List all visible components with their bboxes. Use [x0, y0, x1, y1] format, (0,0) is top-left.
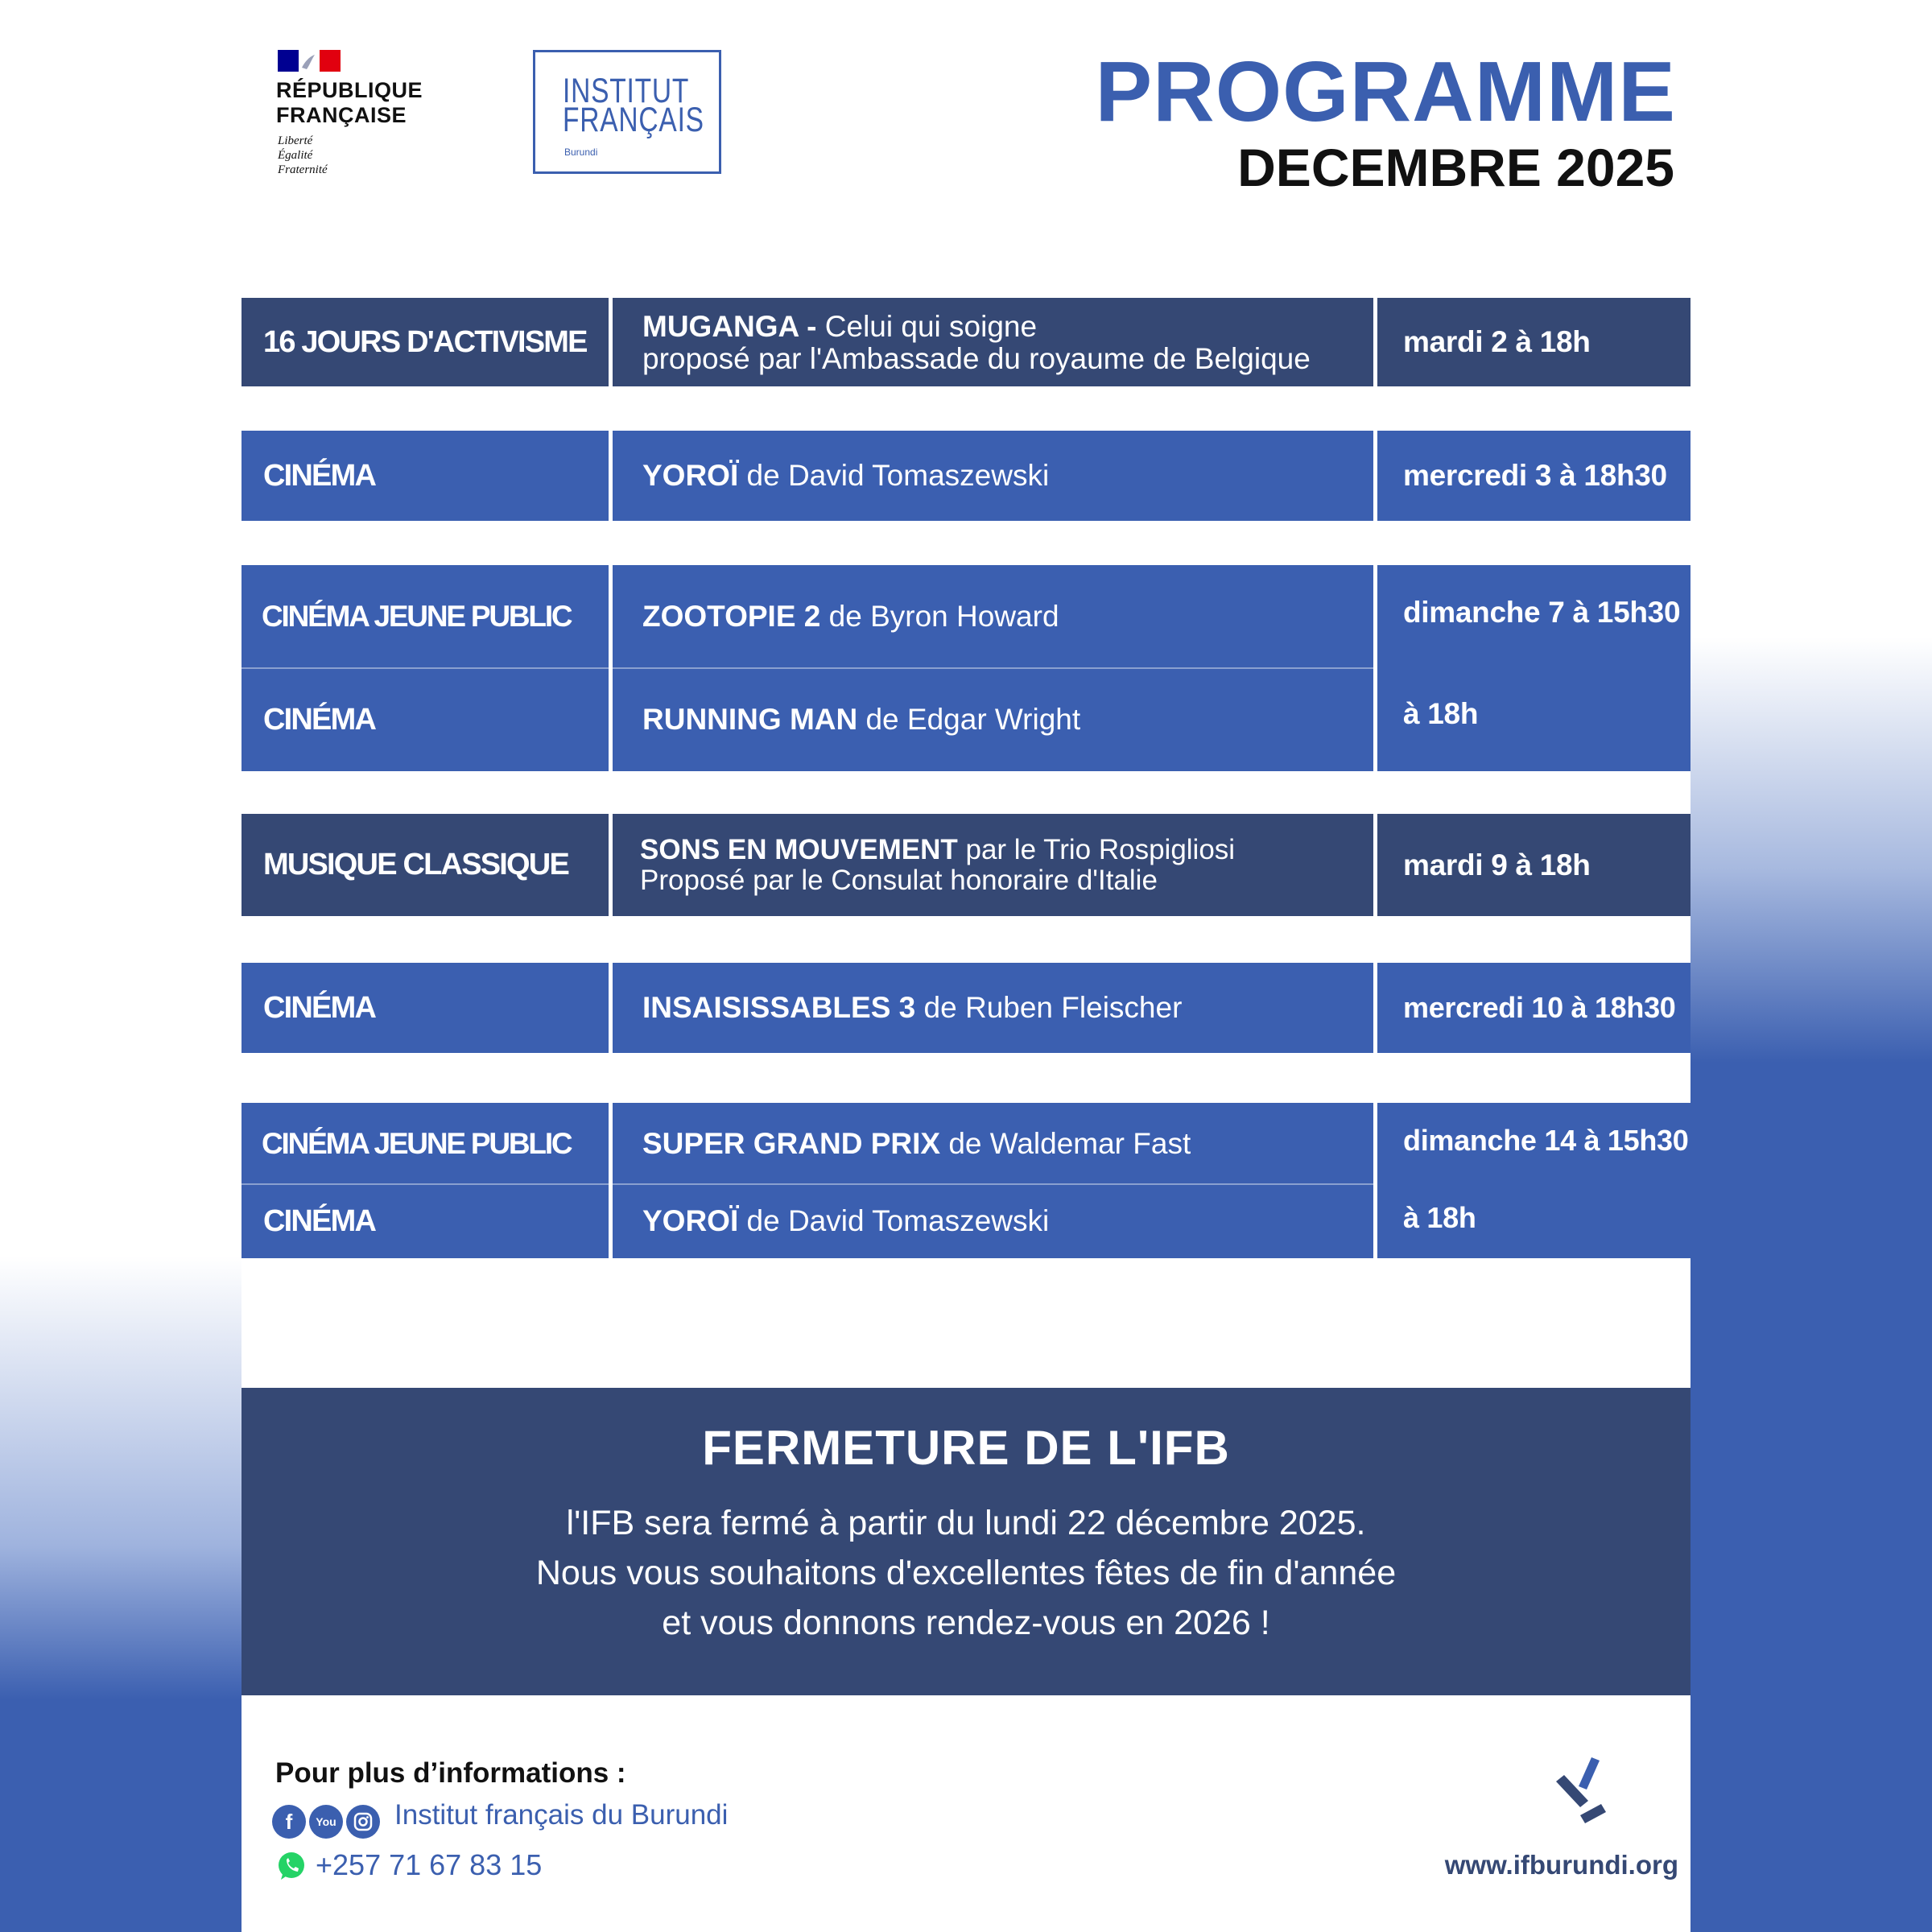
event-title: ZOOTOPIE 2: [642, 600, 821, 633]
event-title: MUGANGA -: [642, 310, 817, 343]
youtube-icon[interactable]: [309, 1805, 343, 1839]
row-divider: [613, 1183, 1373, 1185]
category-cell: MUSIQUE CLASSIQUE: [242, 814, 609, 916]
row-divider: [242, 1183, 609, 1185]
time-cell: mercredi 10 à 18h30: [1377, 963, 1690, 1053]
event-detail: par le Trio Rospigliosi: [957, 833, 1236, 865]
event-day-time: dimanche 14 à 15h30: [1403, 1124, 1689, 1157]
event-cell: [613, 431, 1373, 521]
event-cell: [613, 814, 1373, 916]
event-detail: de Edgar Wright: [857, 703, 1081, 736]
event-line: [642, 460, 1373, 492]
category-cell: CINÉMA: [242, 963, 609, 1053]
event-detail: de Ruben Fleischer: [915, 991, 1183, 1024]
event-cell: [613, 1103, 1373, 1184]
closure-banner: [242, 1388, 1690, 1695]
category-cell: CINÉMA JEUNE PUBLIC: [242, 1103, 609, 1184]
rf-motto: [278, 134, 328, 177]
category-cell: 16 JOURS D'ACTIVISME: [242, 298, 609, 386]
time-cell: mercredi 3 à 18h30: [1377, 431, 1690, 521]
event-line: [642, 1205, 1373, 1237]
marianne-flag-icon: [278, 50, 341, 72]
closure-line: Nous vous souhaitons d'excellentes fêtes de fin d'année: [535, 1554, 1397, 1592]
event-detail: de Byron Howard: [820, 600, 1059, 633]
category-cell: CINÉMA JEUNE PUBLIC: [242, 565, 609, 668]
event-cell: [613, 1184, 1373, 1258]
event-title: RUNNING MAN: [642, 703, 858, 736]
event-line: [642, 601, 1373, 633]
event-line: [640, 835, 1373, 865]
event-detail-line2: proposé par l'Ambassade du royaume de Belgique: [642, 342, 1311, 375]
category-cell: CINÉMA: [242, 431, 609, 521]
event-title: YOROÏ: [642, 1204, 739, 1237]
event-title: YOROÏ: [642, 459, 739, 492]
category-cell: CINÉMA: [242, 1184, 609, 1258]
programme-page: [242, 0, 1690, 1932]
if-logo-sub: Burundi: [564, 147, 598, 158]
event-second-time: à 18h: [1403, 1201, 1476, 1234]
event-detail: de Waldemar Fast: [940, 1126, 1191, 1160]
instagram-icon[interactable]: [346, 1805, 380, 1839]
event-line: [642, 992, 1373, 1024]
event-title: INSAISISSABLES 3: [642, 991, 916, 1024]
event-title: SUPER GRAND PRIX: [642, 1126, 941, 1160]
if-logo-title: [563, 72, 704, 139]
website-link[interactable]: www.ifburundi.org: [1444, 1850, 1678, 1880]
event-cell: [613, 298, 1373, 386]
social-link[interactable]: Institut français du Burundi: [394, 1799, 729, 1831]
rf-name-line1: RÉPUBLIQUE: [276, 78, 423, 102]
info-title: Pour plus d’informations :: [275, 1757, 626, 1789]
event-cell: [613, 963, 1373, 1053]
instagram-glyph: [353, 1811, 374, 1832]
facebook-icon[interactable]: f: [272, 1805, 306, 1839]
category-cell: CINÉMA: [242, 668, 609, 771]
event-detail: de David Tomaszewski: [738, 459, 1050, 492]
rf-name-line2: FRANÇAISE: [276, 103, 407, 127]
republique-francaise-logo: [276, 78, 423, 128]
event-line: [642, 704, 1373, 736]
event-line: [642, 1128, 1373, 1160]
event-detail-line2: Proposé par le Consulat honoraire d'Italie: [640, 864, 1158, 896]
closure-line: et vous donnons rendez-vous en 2026 !: [662, 1604, 1270, 1642]
youtube-glyph: You: [316, 1815, 336, 1828]
whatsapp-icon: [275, 1850, 308, 1882]
phone-number[interactable]: +257 71 67 83 15: [316, 1848, 543, 1881]
closure-title: FERMETURE DE L'IFB: [702, 1421, 1230, 1475]
event-cell: [613, 565, 1373, 668]
closure-line: l'IFB sera fermé à partir du lundi 22 décembre 2025.: [566, 1504, 1366, 1542]
event-cell: [613, 668, 1373, 771]
institut-francais-logo: [533, 50, 721, 174]
time-cell: [1377, 1103, 1690, 1258]
ifb-logo-icon: [1550, 1751, 1622, 1839]
time-cell: [1377, 565, 1690, 771]
time-cell: mardi 9 à 18h: [1377, 814, 1690, 916]
if-logo-line2: FRANÇAIS: [563, 101, 704, 139]
event-line: [642, 311, 1373, 343]
row-divider: [242, 667, 609, 669]
page-title: PROGRAMME: [1095, 44, 1676, 139]
motto-fraternite: Fraternité: [278, 163, 328, 176]
time-cell: mardi 2 à 18h: [1377, 298, 1690, 386]
if-logo-line1: INSTITUT: [563, 72, 690, 110]
motto-egalite: Égalité: [278, 149, 313, 162]
row-divider: [613, 667, 1373, 669]
event-title: SONS EN MOUVEMENT: [640, 833, 958, 865]
motto-liberte: Liberté: [278, 134, 313, 147]
event-detail: de David Tomaszewski: [738, 1204, 1050, 1237]
page-subtitle: DECEMBRE 2025: [1237, 138, 1674, 197]
event-day-time: dimanche 7 à 15h30: [1403, 596, 1681, 629]
event-second-time: à 18h: [1403, 697, 1479, 730]
event-detail: Celui qui soigne: [816, 310, 1038, 343]
